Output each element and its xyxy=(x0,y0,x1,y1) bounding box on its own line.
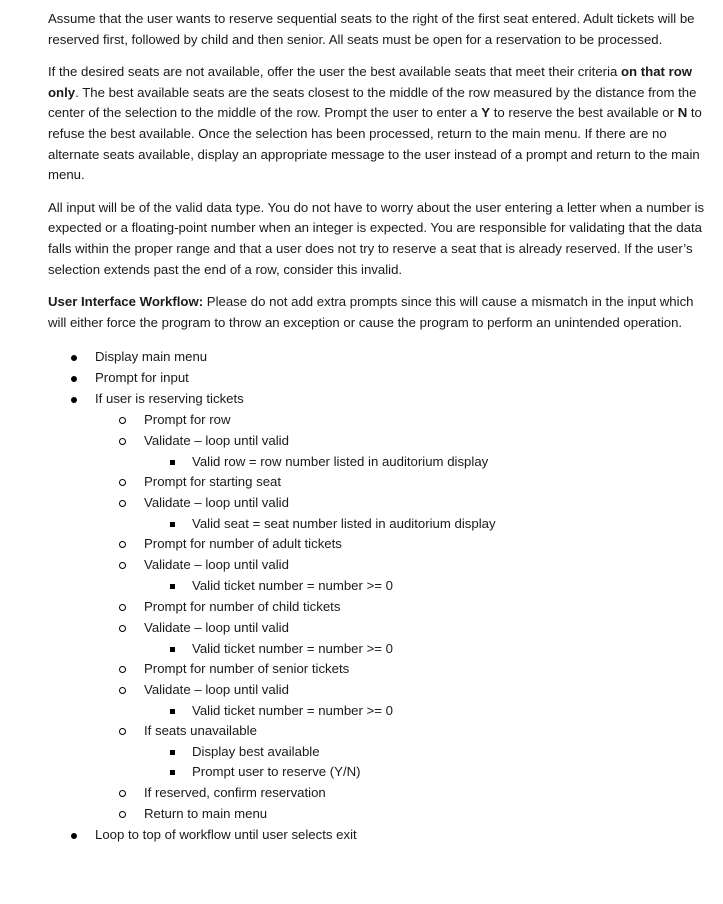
bold-on-that-row-only: on that row only xyxy=(48,64,693,100)
list-item: Valid seat = seat number listed in auditorium display xyxy=(48,514,708,534)
list-item: Prompt for number of adult tickets xyxy=(48,534,708,555)
list-item: Display best available xyxy=(48,742,708,762)
list-item: Display main menu xyxy=(48,347,708,368)
paragraph-seat-direction: Assume that the user wants to reserve sequential seats to the right of the first seat entered. Adult tickets will be reserved first, followed by child and then senior. All seats must be open for a reservation to be processed. xyxy=(48,11,695,47)
list-item: Loop to top of workflow until user selects exit xyxy=(48,825,708,846)
list-item: Validate – loop until valid xyxy=(48,493,708,514)
bold-n: N xyxy=(677,105,688,121)
bold-ui-workflow-heading: User Interface Workflow: xyxy=(48,294,204,310)
list-item: Valid ticket number = number >= 0 xyxy=(48,576,708,596)
list-item: Prompt for starting seat xyxy=(48,472,708,493)
document-page xyxy=(48,9,708,846)
list-item: Validate – loop until valid xyxy=(48,431,708,452)
workflow-list xyxy=(48,347,708,845)
list-item: Prompt for row xyxy=(48,410,708,431)
list-item: Prompt user to reserve (Y/N) xyxy=(48,762,708,782)
list-item: Prompt for number of child tickets xyxy=(48,597,708,618)
list-item: Valid row = row number listed in auditorium display xyxy=(48,452,708,472)
list-item: Validate – loop until valid xyxy=(48,618,708,639)
list-item: If reserved, confirm reservation xyxy=(48,783,708,804)
list-item: If user is reserving tickets xyxy=(48,389,708,410)
list-item: Valid ticket number = number >= 0 xyxy=(48,701,708,721)
paragraph-ui-workflow: User Interface Workflow: Please do not add extra prompts since this will cause a mismatch in the input which will either force the program to throw an exception or cause the program to perform an unintended operation. xyxy=(48,294,694,330)
paragraph-best-available: If the desired seats are not available, offer the user the best available seats that meet their criteria on that row only. The best available seats are the seats closest to the middle of the row measured by the distance from the center of the selection to the middle of the row. Prompt the user to enter a Y to reserve the best available or N to refuse the best available. Once the selection has been processed, return to the main menu. If there are no alternate seats available, display an appropriate message to the user instead of a prompt and return to the main menu. xyxy=(48,64,702,183)
list-item: Validate – loop until valid xyxy=(48,680,708,701)
bold-y: Y xyxy=(481,105,491,121)
paragraph-input-validation: All input will be of the valid data type. You do not have to worry about the user entering a letter when a number is expected or a floating-point number when an integer is expected. You are responsible for validating that the data falls within the proper range and that a user does not try to reserve a seat that is already reserved. If the user’s selection extends past the end of a row, consider this invalid. xyxy=(48,199,705,277)
list-item: Prompt for input xyxy=(48,368,708,389)
list-item: If seats unavailable xyxy=(48,721,708,742)
list-item: Valid ticket number = number >= 0 xyxy=(48,639,708,659)
list-item: Prompt for number of senior tickets xyxy=(48,659,708,680)
list-item: Return to main menu xyxy=(48,804,708,825)
list-item: Validate – loop until valid xyxy=(48,555,708,576)
